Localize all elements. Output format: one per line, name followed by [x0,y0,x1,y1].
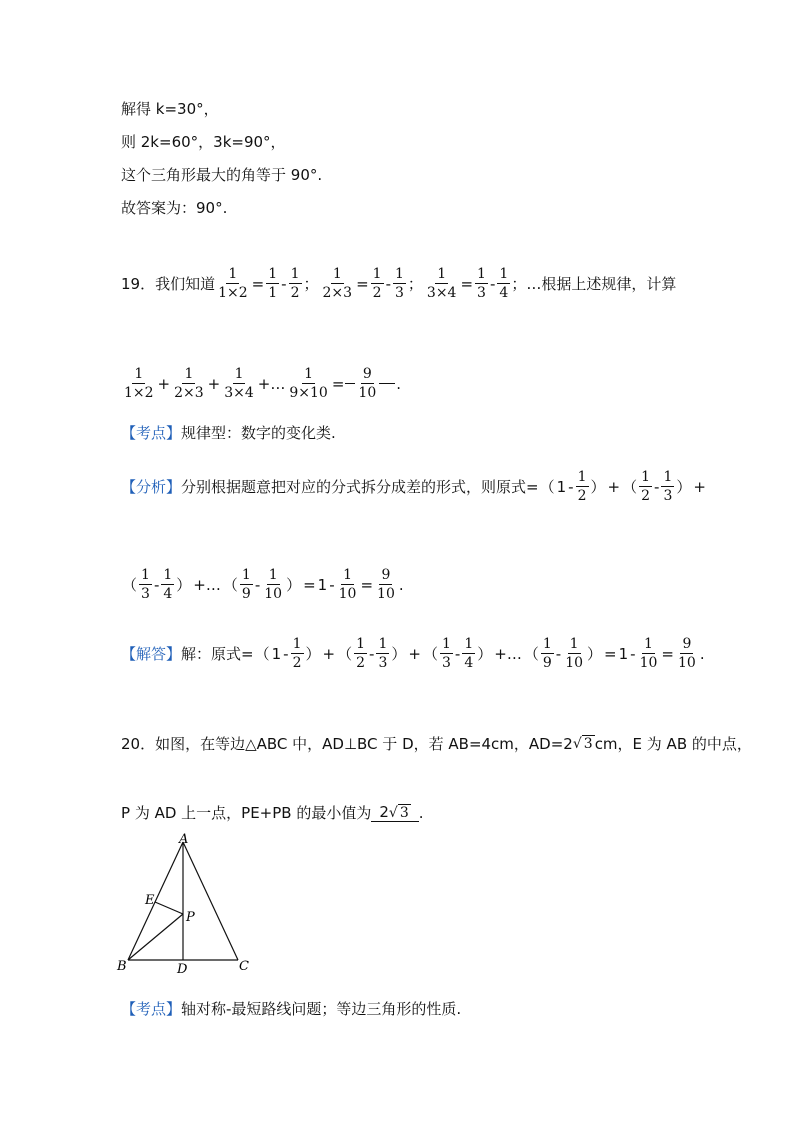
fraction: $\frac{1}{1\times 2}$ [124,366,154,402]
fraction: $\frac{1}{10}$ [639,636,658,672]
fraction: $\frac{1}{2}$ [292,636,302,672]
segment-pe [155,902,183,914]
q20-kaodian: 【考点】轴对称-最短路线问题；等边三角形的性质. [121,1000,462,1018]
fraction: $\frac{1}{4}$ [464,636,474,672]
fraction: $\frac{9}{10}$ [377,567,395,603]
fraction: $\frac{1}{4}$ [163,567,173,603]
fraction: $\frac{1}{3}$ [394,266,404,302]
triangle-figure [115,832,265,977]
solution-line-1: 解得 k=30°， [121,100,219,118]
q19-fenxi: 【分析】 分别根据题意把对应的分式拆分成差的形式，则原式= （ 1 - $\frac{1}{2}$ ） + （ $\frac{1}{2}$ - $\frac{1}{3}$ ） + [121,469,706,505]
label-b: B [117,959,127,974]
fraction: $\frac{1}{2}$ [356,636,366,672]
fraction: $\frac{9}{10}$ [678,636,696,672]
q20-statement-2: P 为 AD 上一点，PE+PB 的最小值为 2√ 3 . [121,803,424,822]
side-ab [128,842,183,960]
fraction: $\frac{1}{3}$ [663,469,673,505]
fraction: $\frac{1}{9\times 10}$ [289,366,328,402]
q19-kaodian: 【考点】规律型：数字的变化类. [121,424,336,442]
fraction: $\frac{1}{3}$ [141,567,150,603]
fraction: $\frac{1}{2}$ [641,469,651,505]
fraction: $\frac{1}{3}$ [378,636,388,672]
sqrt-symbol: √ 3 [572,735,593,752]
answer-fraction: $\frac{9}{10}$ [358,366,377,402]
fraction: $\frac{1}{2}$ [577,469,587,505]
label-d: D [177,962,188,977]
label-c: C [239,959,249,974]
solution-line-2: 则 2k=60°，3k=90°， [121,133,286,151]
solution-line-3: 这个三角形最大的角等于 90°. [121,166,323,184]
q19-expression: $\frac{1}{1\times 2}$ + $\frac{1}{2\times 3}$ + $\frac{1}{3\times 4}$ +… $\frac{1}{9\times 10}$ = $\frac{9}{10}$ . [124,366,402,402]
segment-pb [128,914,183,960]
fraction: $\frac{1}{2}$ [290,266,300,302]
fraction: $\frac{1}{9}$ [542,636,552,672]
label-e: E [145,893,155,908]
label-a: A [179,832,189,847]
fraction: $\frac{1}{9}$ [241,567,251,603]
solution-line-4: 故答案为：90°. [121,199,228,217]
fraction: $\frac{1}{2}$ [372,266,382,302]
fraction: $\frac{1}{3\times 4}$ [426,266,457,302]
side-ac [183,842,238,960]
label-p: P [186,910,195,925]
fraction: $\frac{1}{1\times 2}$ [218,266,248,302]
fraction: $\frac{1}{2\times 3}$ [322,266,353,302]
q19-fenxi-cont: （ $\frac{1}{3}$ - $\frac{1}{4}$ ） +… （ $\frac{1}{9}$ - $\frac{1}{10}$ ） = 1 - $\frac{1}{10}$ = $\frac{9}{10}$ . [122,567,404,603]
q20-answer: 2√ 3 [371,803,418,822]
fraction: $\frac{1}{3}$ [477,266,486,302]
fraction: $\frac{1}{3}$ [441,636,451,672]
q19-jieda: 【解答】 解：原式= （ 1 - $\frac{1}{2}$ ） + （ $\frac{1}{2}$ - $\frac{1}{3}$ ） + （ $\frac{1}{3}$ - $\frac{1}{4}$ ） +… （ $\frac{1}{9}$ - $\frac{1}{10}$ ） = 1 - $\frac{1}{10}$ = $\frac{9}{10}$ . [121,636,705,672]
q19-statement: 19． 我们知道 $\frac{1}{1\times 2}$ = $\frac{1}{1}$ - $\frac{1}{2}$ ； $\frac{1}{2\times 3}$ = $\frac{1}{2}$ - $\frac{1}{3}$ ； $\frac{1}{3\times 4}$ = $\frac{1}{3}$ - $\frac{1}{4}$ ；…根据上述规律，计算 [121,266,677,302]
fraction: $\frac{1}{10}$ [338,567,357,603]
fraction: $\frac{1}{2\times 3}$ [174,366,204,402]
fraction: $\frac{1}{3\times 4}$ [224,366,254,402]
fraction: $\frac{1}{10}$ [565,636,584,672]
q20-statement-1: 20．如图，在等边△ABC 中，AD⊥BC 于 D，若 AB=4cm，AD=2 √ 3 cm，E 为 AB 的中点， [121,735,752,753]
fraction: $\frac{1}{10}$ [264,567,283,603]
fraction: $\frac{1}{1}$ [268,266,278,302]
fraction: $\frac{1}{4}$ [499,266,509,302]
